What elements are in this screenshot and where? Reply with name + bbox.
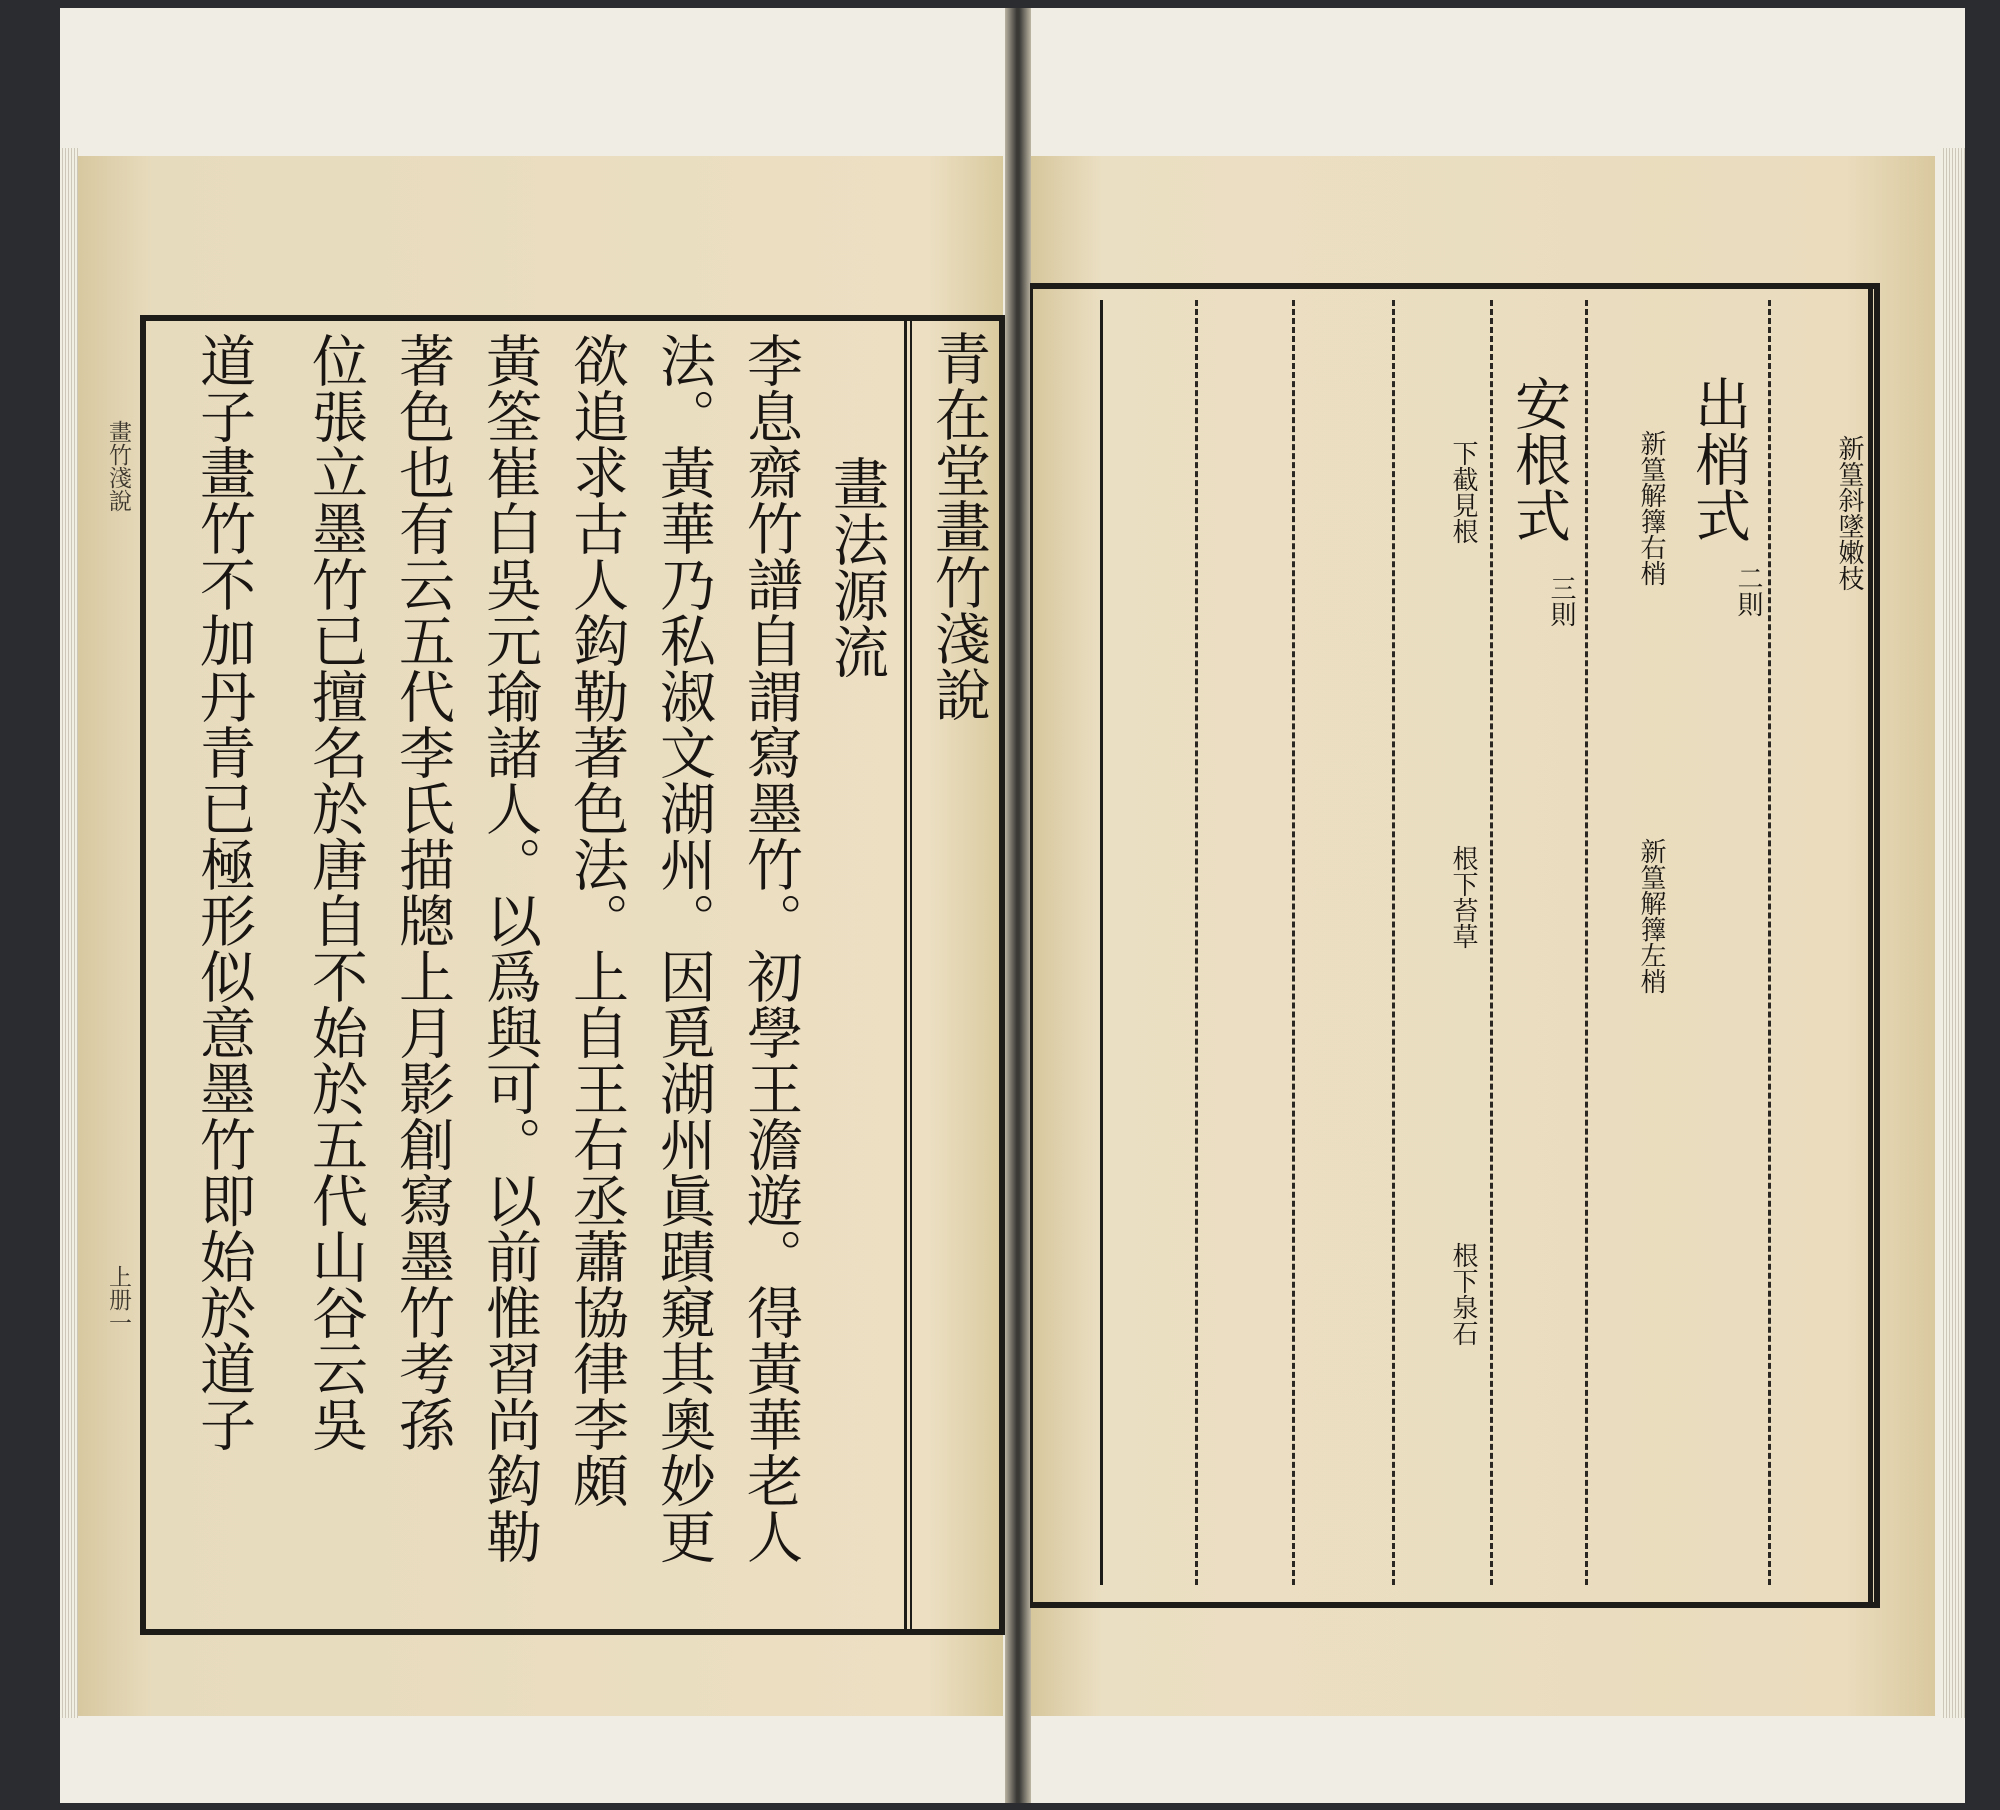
text-column-4: 黃筌崔白吳元瑜諸人。以爲與可。以前惟習尚鈎勒 xyxy=(477,332,542,1564)
rule-7 xyxy=(1768,300,1771,1585)
rule-3 xyxy=(1292,300,1295,1585)
label-root-grass: 根下苔草 xyxy=(1448,845,1478,949)
rule-4 xyxy=(1392,300,1395,1585)
page-stack-right xyxy=(1941,148,1965,1718)
title-column-rule-2 xyxy=(910,320,912,1630)
page-stack-left xyxy=(60,148,78,1718)
text-column-7: 道子畫竹不加丹青已極形似意墨竹即始於道子 xyxy=(191,332,256,1452)
section-subtitle: 畫法源流 xyxy=(824,455,889,679)
heading-an-gen: 安根式 xyxy=(1506,375,1571,543)
rule-outer-right xyxy=(1868,286,1873,1606)
text-column-5: 著色也有云五代李氏描牕上月影創寫墨竹考孫 xyxy=(390,332,455,1452)
text-column-6: 位張立墨竹已擅名於唐自不始於五代山谷云吳 xyxy=(303,332,368,1452)
title-column-rule xyxy=(904,320,907,1630)
book-gutter xyxy=(1005,8,1031,1803)
note-lower-root: 下截見根 xyxy=(1448,440,1478,544)
rule-6 xyxy=(1585,300,1588,1585)
text-column-1: 李息齋竹譜自謂寫墨竹。初學王澹遊。得黃華老人 xyxy=(738,332,803,1564)
heading-an-gen-count: 三則 xyxy=(1546,575,1576,627)
margin-title: 畫竹淺說 xyxy=(105,420,131,512)
rule-2 xyxy=(1195,300,1198,1585)
heading-chu-shao-count: 二則 xyxy=(1733,565,1763,617)
rule-1 xyxy=(1100,300,1103,1585)
text-column-3: 欲追求古人鈎勒著色法。上自王右丞蕭協律李頗 xyxy=(564,332,629,1508)
label-new-left-tip: 新篁解籜左梢 xyxy=(1636,838,1666,994)
rule-5 xyxy=(1490,300,1493,1585)
page-title: 青在堂畫竹淺說 xyxy=(926,330,991,722)
margin-folio: 上册一 xyxy=(105,1265,131,1334)
label-tender-branch: 新篁斜墜嫩枝 xyxy=(1834,435,1864,591)
heading-chu-shao: 出梢式 xyxy=(1686,375,1751,543)
note-right-tip: 新篁解籜右梢 xyxy=(1636,430,1666,586)
label-root-stone: 根下泉石 xyxy=(1448,1242,1478,1346)
text-column-2: 法。黃華乃私淑文湖州。因覓湖州眞蹟窺其奧妙更 xyxy=(651,332,716,1564)
